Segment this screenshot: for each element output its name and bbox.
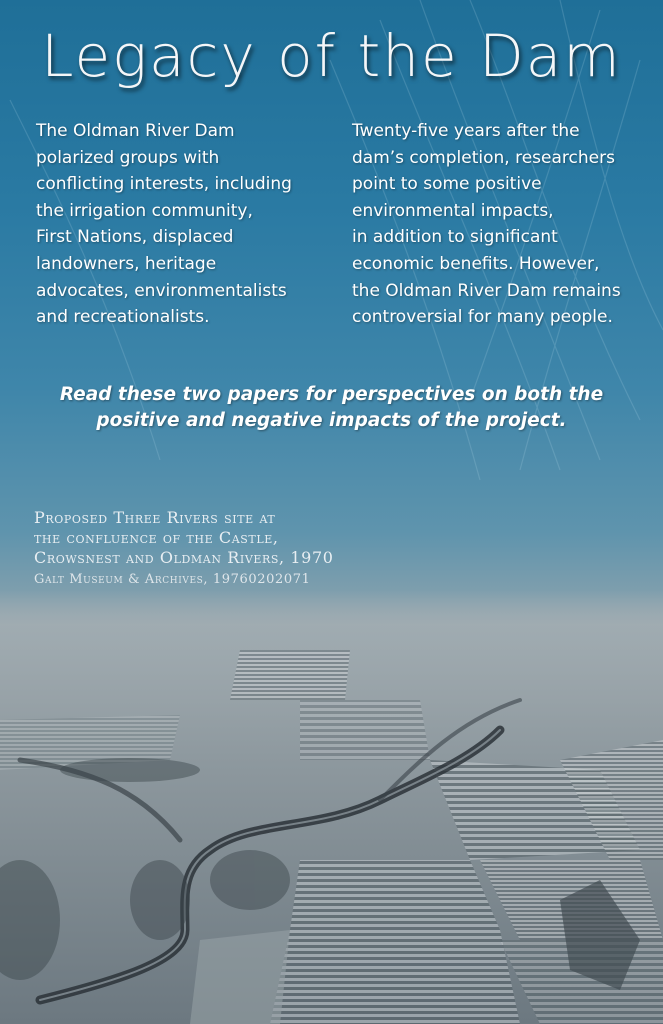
- text-line: the irrigation community,: [36, 200, 253, 221]
- text-line: conflicting interests, including: [36, 174, 292, 195]
- caption-text: Crowsnest and Oldman Rivers: [34, 548, 280, 567]
- text-line: polarized groups with: [36, 147, 220, 168]
- text-line: First Nations, displaced: [36, 227, 234, 248]
- text-line: and recreationalists.: [36, 307, 210, 328]
- page-title: Legacy of the Dam: [41, 22, 622, 90]
- call-to-action: [0, 382, 663, 434]
- caption-line: the confluence of the Castle,: [34, 528, 279, 547]
- photo-caption: [34, 508, 334, 587]
- text-line: economic benefits. However,: [352, 253, 600, 274]
- text-line: The Oldman River Dam: [36, 121, 235, 141]
- photo-credit: Galt Museum & Archives, 19760202071: [34, 572, 311, 587]
- text-line: environmental impacts,: [352, 200, 554, 221]
- intro-paragraph-left: [36, 118, 326, 331]
- cta-line: Read these two papers for perspectives on both the: [59, 384, 604, 405]
- text-line: advocates, environmentalists: [36, 280, 287, 301]
- text-line: controversial for many people.: [352, 307, 613, 328]
- text-line: point to some positive: [352, 174, 542, 195]
- caption-line-with-year: [34, 548, 334, 568]
- intro-paragraph-right: [352, 118, 652, 331]
- text-line: in addition to significant: [352, 227, 558, 248]
- text-line: dam’s completion, researchers: [352, 147, 615, 168]
- text-line: landowners, heritage: [36, 253, 217, 274]
- caption-year: , 1970: [279, 548, 334, 567]
- text-line: the Oldman River Dam remains: [352, 280, 621, 301]
- text-line: Twenty-five years after the: [352, 121, 580, 141]
- caption-line: Proposed Three Rivers site at: [34, 508, 276, 527]
- cta-line: positive and negative impacts of the project.: [96, 410, 567, 431]
